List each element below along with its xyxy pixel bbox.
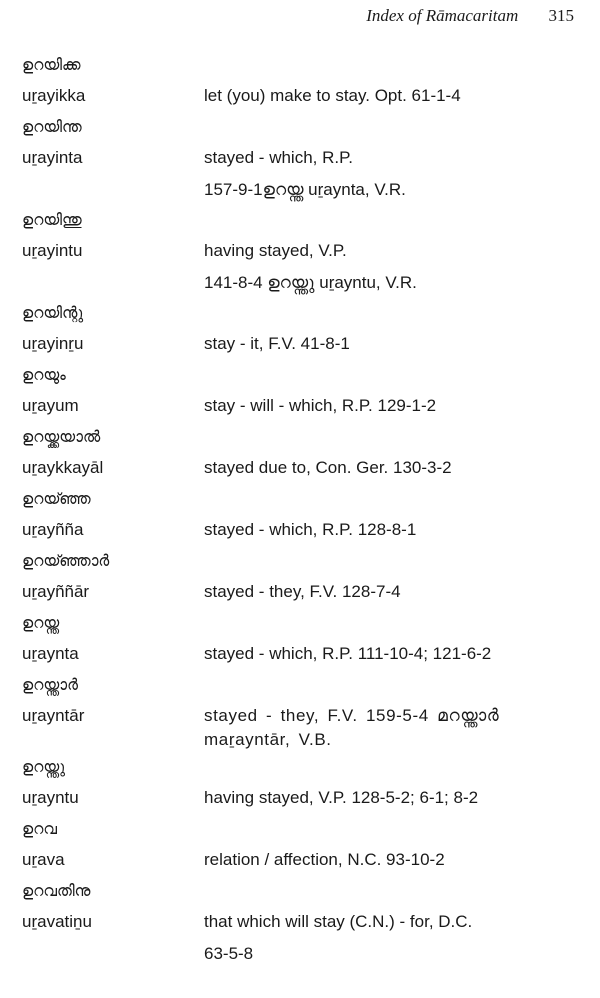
index-entry bbox=[22, 236, 582, 267]
malayalam-headword: ഉറയ്ഞ്ഞ bbox=[22, 490, 91, 508]
malayalam-headword: ഉറയിന്റു bbox=[22, 304, 84, 322]
definition-continuation: 157-9-1ഉറയ്ന്ത uṟaynta, V.R. bbox=[204, 180, 406, 199]
transliteration: uṟayinta bbox=[22, 148, 83, 167]
index-entry bbox=[22, 845, 582, 876]
running-title: Index of Rāmacaritam bbox=[366, 6, 519, 25]
transliteration: uṟayinṟu bbox=[22, 334, 84, 353]
transliteration: uṟayññār bbox=[22, 582, 90, 601]
malayalam-headword: ഉറയും bbox=[22, 366, 66, 384]
index-entry bbox=[22, 81, 582, 112]
malayalam-headword: ഉറവ bbox=[22, 820, 58, 838]
malayalam-headword: ഉറയിന്തു bbox=[22, 211, 82, 229]
malayalam-headword: ഉറവതിനു bbox=[22, 882, 91, 900]
definition: let (you) make to stay. Opt. 61-1-4 bbox=[204, 86, 461, 105]
definition: stayed - which, R.P. 111-10-4; 121-6-2 bbox=[204, 644, 492, 663]
malayalam-headword: ഉറയ്ന്താർ bbox=[22, 676, 78, 694]
transliteration: uṟayum bbox=[22, 396, 79, 415]
transliteration: uṟayntu bbox=[22, 788, 79, 807]
transliteration: uṟayikka bbox=[22, 86, 86, 105]
definition: stayed - they, F.V. 159-5-4 മറയ്ന്താർ maṟayntār, V.B. bbox=[204, 706, 500, 749]
definition: having stayed, V.P. 128-5-2; 6-1; 8-2 bbox=[204, 788, 479, 807]
index-entry bbox=[22, 143, 582, 174]
transliteration: uṟaykkayāl bbox=[22, 458, 104, 477]
index-entry bbox=[22, 783, 582, 814]
malayalam-headword: ഉറയ്ക്കയാൽ bbox=[22, 428, 101, 446]
definition: stayed - which, R.P. 128-8-1 bbox=[204, 520, 417, 539]
definition: stayed - which, R.P. bbox=[204, 148, 353, 167]
malayalam-headword: ഉറയ്ന്തു bbox=[22, 758, 66, 776]
malayalam-headword: ഉറയ്ഞ്ഞാർ bbox=[22, 552, 110, 570]
page-number: 315 bbox=[548, 6, 574, 25]
definition: stay - it, F.V. 41-8-1 bbox=[204, 334, 350, 353]
definition-continuation: 141-8-4 ഉറയ്ന്തു uṟayntu, V.R. bbox=[204, 273, 417, 292]
running-header bbox=[366, 6, 574, 26]
index-entries bbox=[22, 50, 582, 969]
definition: stayed due to, Con. Ger. 130-3-2 bbox=[204, 458, 452, 477]
malayalam-headword: ഉറയിക്ക bbox=[22, 56, 81, 74]
index-entry bbox=[22, 515, 582, 546]
definition: relation / affection, N.C. 93-10-2 bbox=[204, 850, 445, 869]
transliteration: uṟayintu bbox=[22, 241, 83, 260]
definition-continuation: 63-5-8 bbox=[204, 944, 254, 963]
malayalam-headword: ഉറയിന്ത bbox=[22, 118, 82, 136]
definition: stay - will - which, R.P. 129-1-2 bbox=[204, 396, 437, 415]
index-entry bbox=[22, 907, 582, 938]
malayalam-headword: ഉറയ്ന്ത bbox=[22, 614, 60, 632]
transliteration: uṟaynta bbox=[22, 644, 79, 663]
index-entry bbox=[22, 639, 582, 670]
transliteration: uṟayñña bbox=[22, 520, 84, 539]
definition: stayed - they, F.V. 128-7-4 bbox=[204, 582, 401, 601]
index-entry bbox=[22, 329, 582, 360]
index-entry bbox=[22, 577, 582, 608]
transliteration: uṟavatiṉu bbox=[22, 912, 92, 931]
definition: having stayed, V.P. bbox=[204, 241, 347, 260]
index-entry bbox=[22, 453, 582, 484]
index-entry bbox=[22, 391, 582, 422]
transliteration: uṟava bbox=[22, 850, 65, 869]
transliteration: uṟayntār bbox=[22, 706, 85, 725]
index-entry bbox=[22, 701, 582, 752]
definition: that which will stay (C.N.) - for, D.C. bbox=[204, 912, 473, 931]
